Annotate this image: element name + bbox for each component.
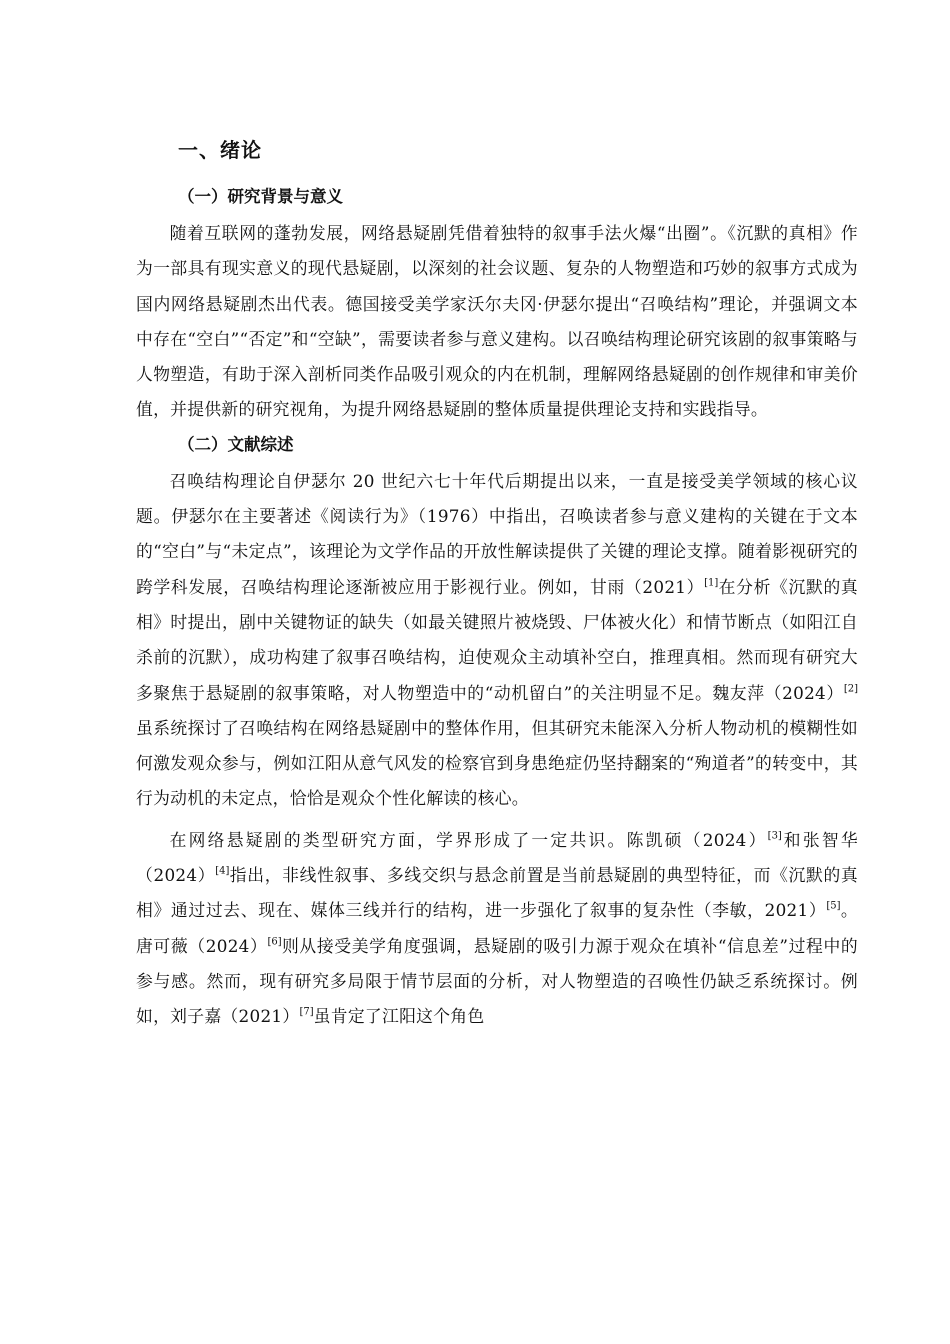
paragraph-text: 在网络悬疑剧的类型研究方面，学界形成了一定共识。陈凯硕（2024） [169, 829, 768, 850]
paragraph [136, 216, 858, 428]
paragraph-text: 召唤结构理论自伊瑟尔 20 世纪六七十年代后期提出以来，一直是接受美学领域的核心议题。伊瑟尔在主要著述《阅读行为》（1976）中指出，召唤读者参与意义建构的关键在于文本的“空白”与“未定点”，该理论为文学作品的开放性解读提供了关键的理论支撑。随着影视研究的跨学科发展，召唤结构理论逐渐被应用于影视行业。例如，甘雨（2021） [136, 470, 858, 597]
paragraph-text: 。唐可薇（2024） [136, 900, 858, 956]
paragraph-text: 指出，非线性叙事、多线交织与悬念前置是当前悬疑剧的典型特征，而《沉默的真相》通过过去、现在、媒体三线并行的结构，进一步强化了叙事的复杂性（李敏，2021） [136, 865, 858, 921]
paragraph [136, 464, 858, 817]
citation-marker: [5] [826, 900, 841, 912]
page-content [136, 128, 858, 1035]
paragraph [136, 823, 858, 1035]
subsection-title-literature-review: （二）文献综述 [178, 434, 294, 454]
citation-marker: [2] [843, 683, 858, 695]
citation-marker: [7] [299, 1006, 314, 1018]
paragraph-text: 虽系统探讨了召唤结构在网络悬疑剧中的整体作用，但其研究未能深入分析人物动机的模糊性如何激发观众参与，例如江阳从意气风发的检察官到身患绝症仍坚持翻案的“殉道者”的转变中，其行为动机的未定点，恰恰是观众个性化解读的核心。 [136, 717, 858, 809]
paragraph-text: 虽肯定了江阳这个角色 [313, 1006, 485, 1027]
citation-marker: [3] [767, 830, 782, 842]
citation-marker: [6] [267, 936, 282, 948]
paragraph-text: 和张智华（2024） [136, 829, 859, 886]
paragraph-text: 则从接受美学角度强调，悬疑剧的吸引力源于观众在填补“信息差”过程中的参与感。然而，现有研究多局限于情节层面的分析，对人物塑造的召唤性仍缺乏系统探讨。例如，刘子嘉（2021） [136, 935, 858, 1027]
citation-marker: [4] [215, 865, 230, 877]
subsection-title-background: （一）研究背景与意义 [178, 187, 343, 206]
paragraph-text: 在分析《沉默的真相》时提出，剧中关键物证的缺失（如最关键照片被烧毁、尸体被火化）和情节断点（如阳江自杀前的沉默），成功构建了叙事召唤结构，迫使观众主动填补空白，推理真相。然而现有研究大多聚焦于悬疑剧的叙事策略，对人物塑造中的“动机留白”的关注明显不足。魏友萍（2024） [136, 576, 858, 703]
citation-marker: [1] [704, 577, 719, 589]
section-title: 一、绪论 [178, 138, 262, 162]
paragraph-text: 随着互联网的蓬勃发展，网络悬疑剧凭借着独特的叙事手法火爆“出圈”。《沉默的真相》作为一部具有现实意义的现代悬疑剧，以深刻的社会议题、复杂的人物塑造和巧妙的叙事方式成为国内网络悬疑剧杰出代表。德国接受美学家沃尔夫冈·伊瑟尔提出“召唤结构”理论，并强调文本中存在“空白”“否定”和“空缺”，需要读者参与意义建构。以召唤结构理论研究该剧的叙事策略与人物塑造，有助于深入剖析同类作品吸引观众的内在机制，理解网络悬疑剧的创作规律和审美价值，并提供新的研究视角，为提升网络悬疑剧的整体质量提供理论支持和实践指导。 [136, 223, 858, 420]
